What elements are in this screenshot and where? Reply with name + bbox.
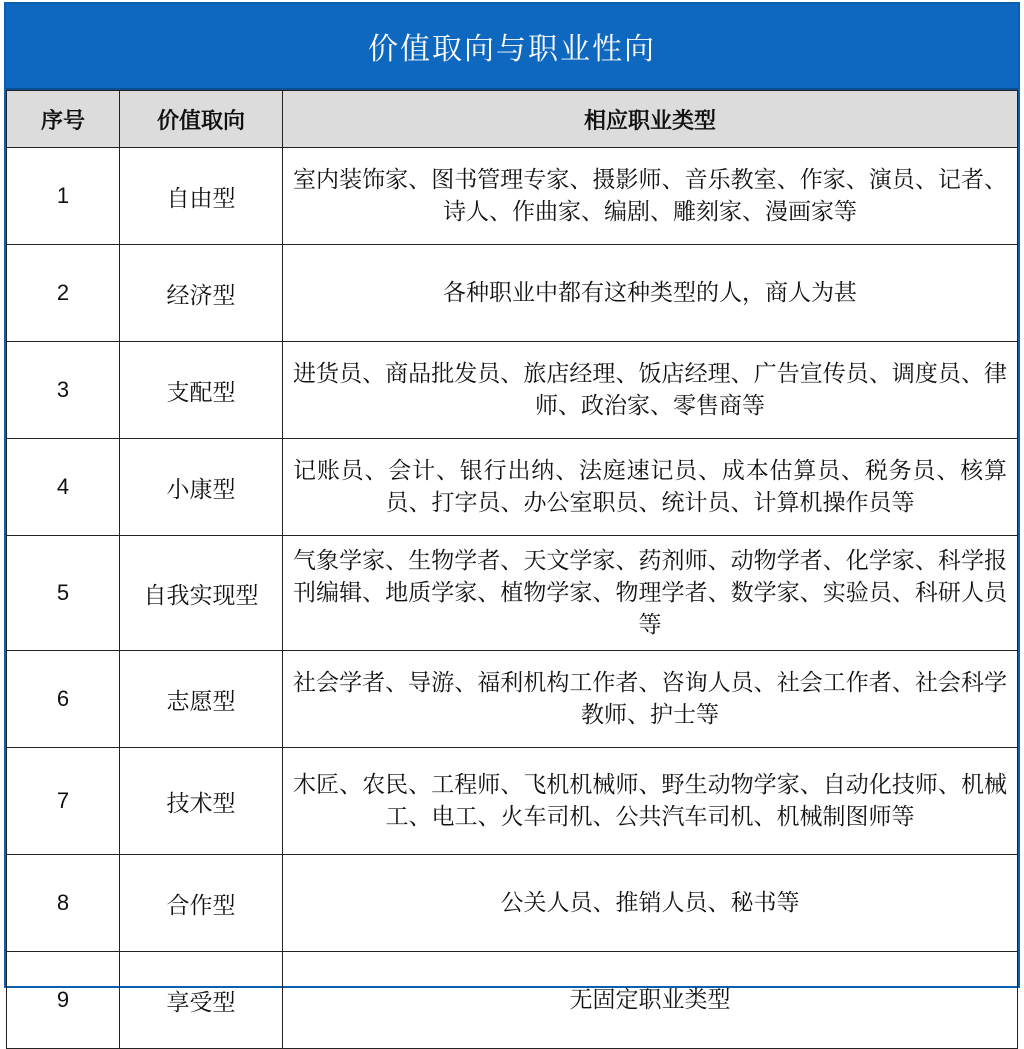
header-value-orientation: 价值取向 (120, 91, 283, 148)
row-value-orientation: 小康型 (120, 439, 283, 536)
row-job-types: 公关人员、推销人员、秘书等 (283, 855, 1018, 952)
row-job-types: 无固定职业类型 (283, 952, 1018, 1049)
table-title: 价值取向与职业性向 (6, 4, 1018, 90)
header-index: 序号 (7, 91, 120, 148)
row-index: 6 (7, 651, 120, 748)
row-value-orientation: 支配型 (120, 342, 283, 439)
table-row (7, 148, 1018, 245)
row-value-orientation: 享受型 (120, 952, 283, 1049)
table-row (7, 439, 1018, 536)
row-index: 9 (7, 952, 120, 1049)
table-row (7, 952, 1018, 1049)
row-index: 4 (7, 439, 120, 536)
table-row (7, 245, 1018, 342)
row-index: 7 (7, 748, 120, 855)
row-index: 3 (7, 342, 120, 439)
row-job-types: 气象学家、生物学者、天文学家、药剂师、动物学者、化学家、科学报刊编辑、地质学家、植物学家、物理学者、数学家、实验员、科研人员等 (283, 536, 1018, 651)
row-job-types: 木匠、农民、工程师、飞机机械师、野生动物学家、自动化技师、机械工、电工、火车司机、公共汽车司机、机械制图师等 (283, 748, 1018, 855)
row-job-types: 进货员、商品批发员、旅店经理、饭店经理、广告宣传员、调度员、律师、政治家、零售商等 (283, 342, 1018, 439)
row-value-orientation: 自我实现型 (120, 536, 283, 651)
row-job-types: 各种职业中都有这种类型的人，商人为甚 (283, 245, 1018, 342)
row-value-orientation: 技术型 (120, 748, 283, 855)
row-index: 2 (7, 245, 120, 342)
row-index: 1 (7, 148, 120, 245)
row-value-orientation: 合作型 (120, 855, 283, 952)
table-header-row (7, 91, 1018, 148)
row-job-types: 社会学者、导游、福利机构工作者、咨询人员、社会工作者、社会科学教师、护士等 (283, 651, 1018, 748)
row-value-orientation: 自由型 (120, 148, 283, 245)
table-row (7, 651, 1018, 748)
table-row (7, 855, 1018, 952)
header-job-types: 相应职业类型 (283, 91, 1018, 148)
row-value-orientation: 经济型 (120, 245, 283, 342)
row-index: 5 (7, 536, 120, 651)
row-index: 8 (7, 855, 120, 952)
values-careers-table (6, 90, 1018, 1049)
table-row (7, 536, 1018, 651)
row-job-types: 室内装饰家、图书管理专家、摄影师、音乐教室、作家、演员、记者、诗人、作曲家、编剧、雕刻家、漫画家等 (283, 148, 1018, 245)
table-row (7, 748, 1018, 855)
table-row (7, 342, 1018, 439)
row-job-types: 记账员、会计、银行出纳、法庭速记员、成本估算员、税务员、核算员、打字员、办公室职员、统计员、计算机操作员等 (283, 439, 1018, 536)
row-value-orientation: 志愿型 (120, 651, 283, 748)
table-card (4, 2, 1020, 1016)
